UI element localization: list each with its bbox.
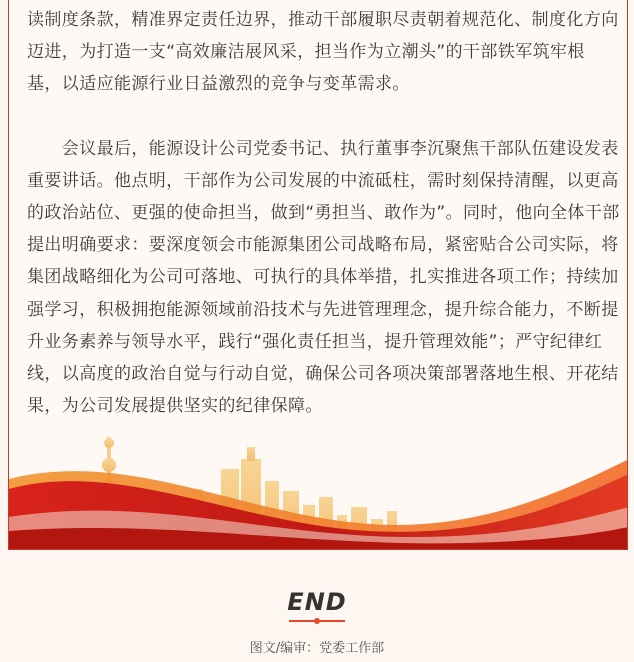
credit-line: 图文/编审：党委工作部	[249, 641, 385, 656]
text-line: 果，为公司发展提供坚实的纪律保障。	[27, 396, 323, 417]
text-line: 会议最后，能源设计公司党委书记、执行董事李沉聚焦干部队伍建设发表	[27, 138, 619, 159]
article-body	[27, 4, 620, 422]
end-dot-icon	[314, 618, 320, 624]
text-line: 升业务素养与领导水平，践行“强化责任担当，提升管理效能”；严守纪律红	[27, 331, 603, 352]
text-line: 集团战略细化为公司可落地、可执行的具体举措，扎实推进各项工作；持续加	[27, 267, 619, 288]
article-card	[8, 0, 628, 550]
paragraph-2	[27, 133, 620, 423]
text-line: 强学习，积极拥抱能源领域前沿技术与先进管理理念，提升综合能力，不断提	[27, 299, 619, 320]
text-line: 的政治站位、更强的使命担当，做到“勇担当、敢作为”。同时，他向全体干部	[27, 203, 620, 224]
paragraph-gap	[27, 101, 612, 133]
text-line: 提出明确要求：要深度领会市能源集团公司战略布局，紧密贴合公司实际，将	[27, 235, 619, 256]
city-skyline-banner	[9, 419, 628, 549]
text-line: 迈进，为打造一支“高效廉洁展风采，担当作为立潮头”的干部铁军筑牢根	[27, 42, 585, 63]
text-line: 基，以适应能源行业日益激烈的竞争与变革需求。	[27, 74, 410, 95]
text-line: 重要讲话。他点明，干部作为公司发展的中流砥柱，需时刻保持清醒，以更高	[27, 170, 619, 191]
text-line: 线，以高度的政治自觉与行动自觉，确保公司各项决策部署落地生根、开花结	[27, 364, 619, 385]
text-line: 读制度条款，精准界定责任边界，推动干部履职尽责朝着规范化、制度化方向	[27, 10, 619, 30]
paragraph-1	[27, 4, 619, 101]
end-label: END	[287, 588, 347, 616]
